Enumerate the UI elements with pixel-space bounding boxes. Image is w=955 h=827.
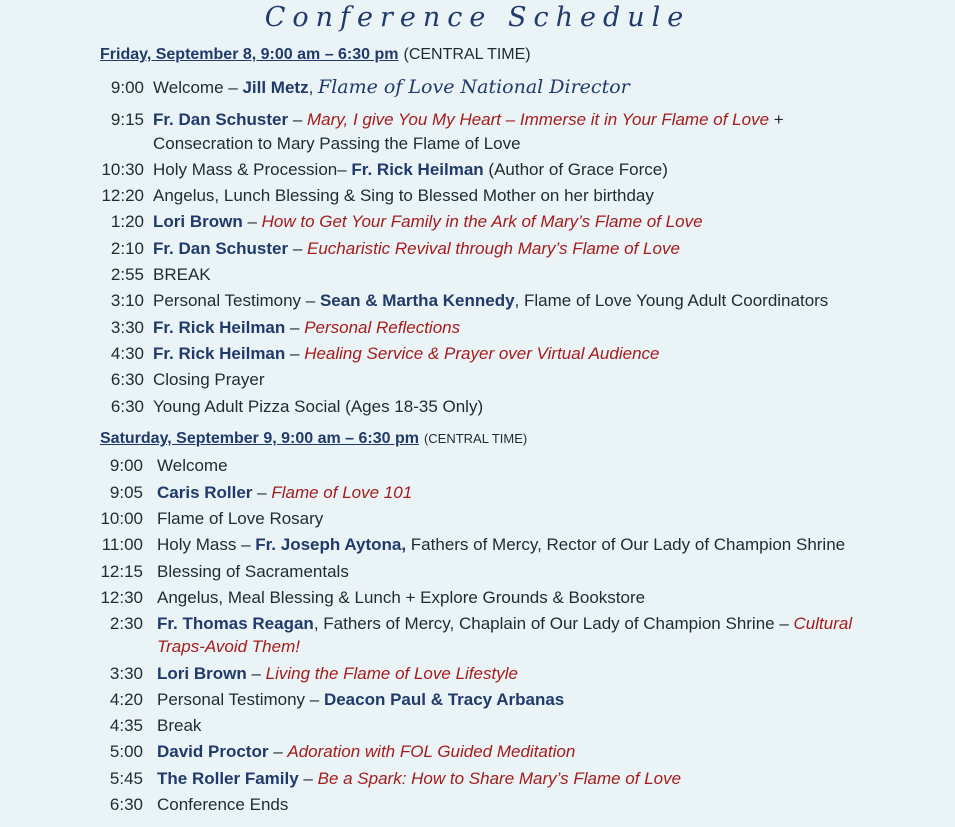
friday-heading: Friday, September 8, 9:00 am – 6:30 pm (CENTRAL TIME) [100,46,531,63]
page-title: Conference Schedule [264,2,691,33]
saturday-heading: Saturday, September 9, 9:00 am – 6:30 pm (CENTRAL TIME) [100,430,528,447]
